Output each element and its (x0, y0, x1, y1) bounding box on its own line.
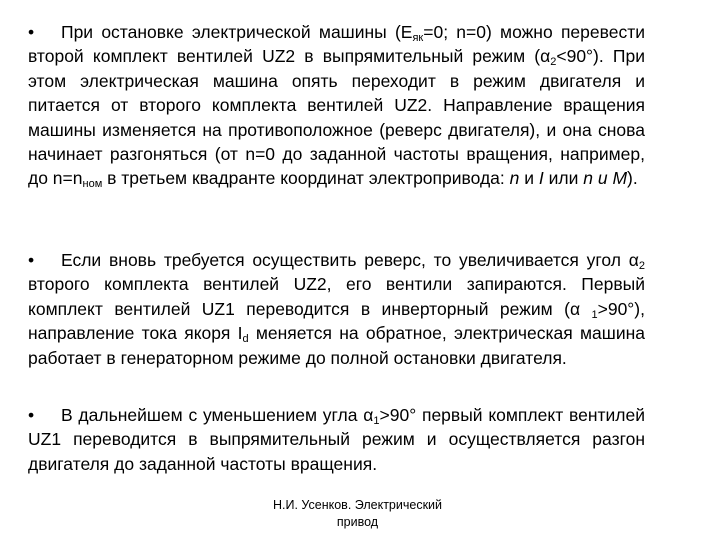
italic-variable: I (538, 168, 544, 189)
text: второго комплекта вентилей UZ2, его вентили запираются. Первый комплект вентилей UZ1 переводится в инверторный режим (α (28, 274, 645, 319)
footer-author (230, 497, 485, 531)
subscript: 2 (550, 56, 557, 69)
text: меняется на обратное, электрическая машина работает в генераторном режиме до полной остановки двигателя. (28, 323, 646, 368)
text: Если вновь требуется осуществить реверс, то увеличивается угол α (61, 250, 639, 270)
paragraph-repeat-reverse (28, 248, 645, 370)
text: =0; n=0) можно перевести второй комплект вентилей UZ2 в выпрямительный режим (α (28, 22, 645, 67)
text: >90° первый комплект вентилей UZ1 переводится в выпрямительный режим и осуществляется разгон двигателя до заданной частоты вращения. (28, 405, 645, 474)
text: или (543, 168, 584, 189)
bullet-icon: • (28, 405, 35, 425)
paragraph-further-acceleration (28, 403, 645, 476)
bullet-icon: • (28, 250, 35, 270)
text: В дальнейшем с уменьшением угла α (61, 405, 374, 425)
subscript: ном (82, 178, 103, 191)
paragraph-stop-and-reverse (28, 20, 645, 191)
subscript: 1 (373, 415, 380, 427)
text: и (519, 168, 539, 189)
text: в третьем квадранте координат электропривода: (102, 168, 510, 189)
text: <90°). При этом электрическая машина опять переходит в режим двигателя и питается от второго комплекта вентилей UZ2. Направление вращения машины изменяется на противоположное (реверс двигателя), и она снова начинает разгоняться (от n=0 до заданной частоты вращения, например, до n=n (28, 46, 645, 189)
italic-variable: n и M (583, 168, 628, 189)
bullet-icon: • (28, 22, 35, 42)
footer-line-2: привод (336, 515, 379, 529)
text: >90°), направление тока якоря I (28, 298, 645, 344)
subscript: 1 (591, 308, 598, 321)
footer-line-1: Н.И. Усенков. Электрический (272, 498, 443, 512)
text: ). (627, 168, 638, 189)
subscript: як (412, 32, 424, 44)
text: При остановке электрической машины (E (61, 22, 413, 42)
italic-variable: n (509, 168, 520, 189)
subscript: 2 (638, 260, 645, 272)
subscript: d (242, 333, 249, 346)
